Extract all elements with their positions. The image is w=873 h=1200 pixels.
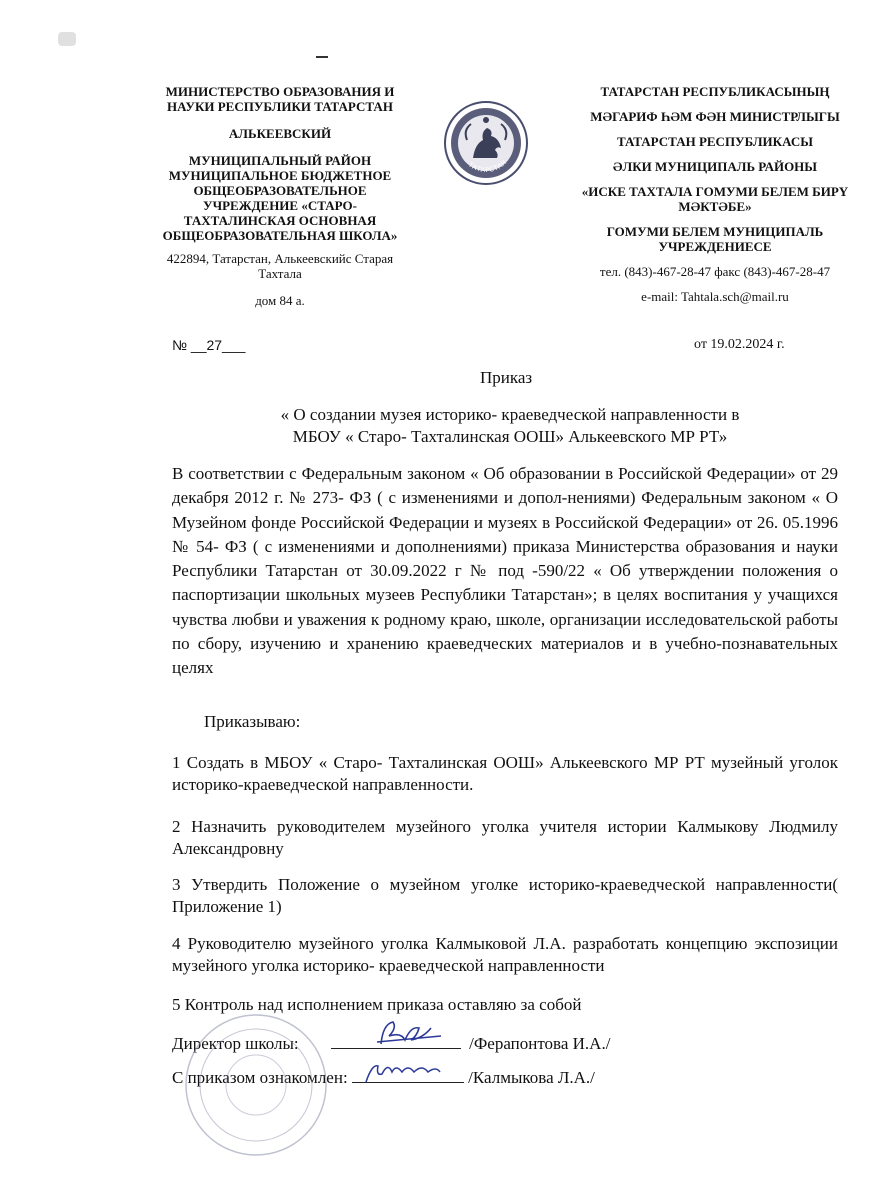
acquainted-signature-icon — [352, 1050, 464, 1090]
header-left-line: НАУКИ РЕСПУБЛИКИ ТАТАРСТАН — [167, 99, 393, 114]
header-right-line: УЧРЕЖДЕНИЕСЕ — [658, 239, 772, 254]
acquainted-name: /Калмыкова Л.А./ — [468, 1068, 595, 1087]
order-date: от 19.02.2024 г. — [694, 337, 785, 352]
document-title: Приказ — [480, 368, 533, 387]
director-label: Директор школы: — [172, 1034, 299, 1053]
header-left-line: МИНИСТЕРСТВО ОБРАЗОВАНИЯ И — [165, 84, 395, 99]
header-right-line: «ИСКЕ ТАХТАЛА ГОМУМИ БЕЛЕМ БИРҮ — [581, 184, 849, 199]
header-right-line: МӘГАРИФ ҺӘМ ФӘН МИНИСТРЛЫГЫ — [590, 109, 840, 124]
acquainted-label: С приказом ознакомлен: — [172, 1068, 348, 1087]
order-number: № __27___ — [172, 337, 246, 353]
order-item: 1 Создать в МБОУ « Старо- Тахталинская ООШ» Алькеевского МР РТ музейный уголок историко-краеведческой направленности. — [172, 753, 838, 794]
director-signature-icon — [331, 1014, 461, 1054]
director-name: /Ферапонтова И.А./ — [469, 1034, 611, 1053]
school-stamp-icon — [176, 1010, 336, 1160]
emblem-caption: ТАТАРСТАН — [466, 158, 509, 175]
order-item: 2 Назначить руководителем музейного уголка учителя истории Калмыкову Людмилу Александровну — [172, 817, 838, 858]
header-left-line: АЛЬКЕЕВСКИЙ — [228, 126, 332, 141]
header-right-line: ТАТАРСТАН РЕСПУБЛИКАСЫ — [617, 134, 813, 149]
header-right — [560, 84, 870, 304]
address-line: 422894, Татарстан, Алькеевскийс Старая — [166, 251, 394, 266]
header-left-line: МУНИЦИПАЛЬНЫЙ РАЙОН — [188, 153, 372, 168]
tatarstan-emblem-icon — [443, 100, 529, 186]
header-left-line: ТАХТАЛИНСКАЯ ОСНОВНАЯ — [183, 213, 377, 228]
subtitle-line: « О создании музея историко- краеведческой направленности в — [280, 405, 740, 424]
order-item: 4 Руководителю музейного уголка Калмыковой Л.А. разработать концепцию экспозиции музейного уголка историко- краеведческой направленности — [172, 934, 838, 975]
preamble-paragraph: В соответствии с Федеральным законом « Об образовании в Российской Федерации» от 29 декабря 2012 г. № 273- ФЗ ( с изменениями и допол-нениями) Федеральным законом « О Музейном фонде Российской Федерации и музеях в Российской Федерации» от 26. 05.1996 № 54- ФЗ ( с изменениями и дополнениями) приказа Министерства образования и науки Республики Татарстан от 30.09.2022 г № под -590/22 « Об утверждении положения о паспортизации школьных музеев Республики Татарстан»; в целях воспитания у учащихся чувства любви и уважения к родному краю, школе, организации исследовательской работы по сбору, изучению и хранению краеведческих материалов и в учебно-познавательных целях — [172, 464, 838, 678]
header-right-line: ГОМУМИ БЕЛЕМ МУНИЦИПАЛЬ — [606, 224, 824, 239]
header-left-line: УЧРЕЖДЕНИЕ «СТАРО- — [203, 198, 357, 213]
header-left-line: МУНИЦИПАЛЬНОЕ БЮДЖЕТНОЕ — [168, 168, 392, 183]
order-item: 5 Контроль над исполнением приказа оставляю за собой — [172, 995, 582, 1014]
scan-mark — [316, 56, 328, 58]
address-line: дом 84 а. — [255, 293, 305, 308]
header-right-line: МӘКТӘБЕ» — [678, 199, 752, 214]
signature-underline — [352, 1066, 464, 1083]
header-left-line: ОБЩЕОБРАЗОВАТЕЛЬНОЕ — [193, 183, 367, 198]
order-item: 3 Утвердить Положение о музейном уголке историко-краеведческой направленности( Приложение 1) — [172, 875, 838, 916]
scan-mark — [58, 32, 76, 46]
subtitle-line: МБОУ « Старо- Тахталинская ООШ» Алькеевского МР РТ» — [292, 427, 728, 446]
header-right-line: ТАТАРСТАН РЕСПУБЛИКАСЫНЫҢ — [600, 84, 830, 99]
header-left-line: ОБЩЕОБРАЗОВАТЕЛЬНАЯ ШКОЛА» — [162, 228, 398, 243]
phone-line: тел. (843)-467-28-47 факс (843)-467-28-47 — [599, 264, 831, 279]
header-left — [140, 84, 420, 308]
order-word: Приказываю: — [204, 712, 301, 731]
header-right-line: ӘЛКИ МУНИЦИПАЛЬ РАЙОНЫ — [612, 159, 818, 174]
document-subtitle — [180, 404, 840, 448]
address-line: Тахтала — [258, 266, 302, 281]
email-line: e-mail: Tahtala.sch@mail.ru — [641, 289, 789, 304]
signature-underline — [331, 1032, 461, 1049]
